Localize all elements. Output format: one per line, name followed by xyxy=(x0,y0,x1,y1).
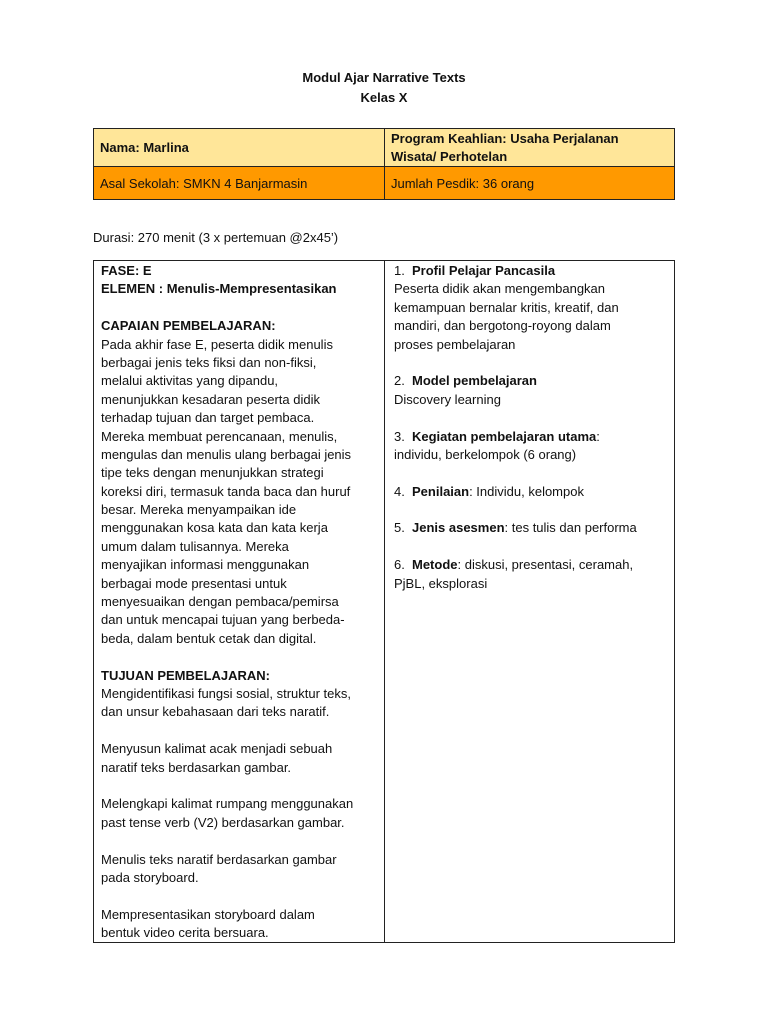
fase-label: FASE: E xyxy=(101,263,152,278)
capaian-line: mengulas dan menulis ulang berbagai jenis xyxy=(101,446,352,462)
tujuan-line: past tense verb (V2) berdasarkan gambar. xyxy=(101,814,345,830)
program-line: Wisata/ Perhotelan xyxy=(391,148,508,164)
item-number: 6. xyxy=(394,557,405,573)
tujuan-line: Mempresentasikan storyboard dalam xyxy=(101,906,315,922)
item-label: Kegiatan pembelajaran utama xyxy=(412,428,597,444)
capaian-line: tipe teks dengan menunjukkan strategi xyxy=(101,465,324,481)
tujuan-line: Melengkapi kalimat rumpang menggunakan xyxy=(101,796,354,812)
capaian-line: dan untuk mencapai tujuan yang berbeda- xyxy=(101,612,345,628)
capaian-line: Mereka membuat perencanaan, menulis, xyxy=(101,428,338,444)
sekolah-cell: Asal Sekolah: SMKN 4 Banjarmasin xyxy=(94,167,385,200)
blank-line xyxy=(394,409,669,427)
right-item-line: proses pembelajaran xyxy=(394,336,516,352)
right-item-line: individu, berkelompok (6 orang) xyxy=(394,446,577,462)
blank-line xyxy=(101,887,381,905)
durasi-text: Durasi: 270 menit (3 x pertemuan @2x45’) xyxy=(93,230,339,245)
item-label: Penilaian xyxy=(412,483,470,499)
blank-line xyxy=(101,722,381,740)
tujuan-line: Menyusun kalimat acak menjadi sebuah xyxy=(101,741,333,757)
right-item-heading xyxy=(394,519,669,537)
right-item-line: kemampuan bernalar kritis, kreatif, dan xyxy=(394,299,619,315)
right-item-line: mandiri, dan bergotong-royong dalam xyxy=(394,318,611,334)
right-item-line: Peserta didik akan mengembangkan xyxy=(394,281,606,297)
item-inline-text: : Individu, kelompok xyxy=(469,483,584,499)
capaian-line: menyajikan informasi menggunakan xyxy=(101,557,310,573)
item-number: 3. xyxy=(394,428,405,444)
blank-line xyxy=(394,354,669,372)
right-item-heading xyxy=(394,483,669,501)
right-item-heading xyxy=(394,262,669,280)
info-table xyxy=(93,128,675,200)
item-inline-text: : diskusi, presentasi, ceramah, xyxy=(457,557,634,573)
right-column xyxy=(394,262,669,593)
nama-cell: Nama: Marlina xyxy=(94,129,385,167)
capaian-line: besar. Mereka menyampaikan ide xyxy=(101,502,297,518)
elemen-label: ELEMEN : Menulis-Mempresentasikan xyxy=(101,281,337,297)
capaian-line: menggunakan kosa kata dan kata kerja xyxy=(101,520,328,536)
content-table xyxy=(93,260,675,943)
column-divider xyxy=(384,261,385,942)
tujuan-line: pada storyboard. xyxy=(101,869,199,885)
program-line: Program Keahlian: Usaha Perjalanan xyxy=(391,130,619,146)
capaian-line: melalui aktivitas yang dipandu, xyxy=(101,373,279,389)
tujuan-line: Menulis teks naratif berdasarkan gambar xyxy=(101,851,337,867)
item-number: 4. xyxy=(394,483,405,499)
capaian-line: menyesuaikan dengan pembaca/pemirsa xyxy=(101,594,339,610)
right-item-heading xyxy=(394,556,669,574)
capaian-line: berbagai mode presentasi untuk xyxy=(101,575,287,591)
right-item-line: Discovery learning xyxy=(394,391,501,407)
item-label: Profil Pelajar Pancasila xyxy=(412,263,556,278)
document-title: Modul Ajar Narrative Texts xyxy=(302,70,466,85)
item-inline-text: : tes tulis dan performa xyxy=(504,520,637,536)
capaian-line: umum dalam tulisannya. Mereka xyxy=(101,538,289,554)
tujuan-heading: TUJUAN PEMBELAJARAN: xyxy=(101,667,271,683)
item-label: Metode xyxy=(412,557,458,573)
right-item-line: PjBL, eksplorasi xyxy=(394,575,488,591)
item-number: 1. xyxy=(394,263,405,278)
item-inline-text: : xyxy=(596,428,600,444)
blank-line xyxy=(101,832,381,850)
blank-line xyxy=(101,299,381,317)
document-subtitle: Kelas X xyxy=(360,90,408,105)
right-item-heading xyxy=(394,372,669,390)
program-cell xyxy=(385,129,675,167)
capaian-heading: CAPAIAN PEMBELAJARAN: xyxy=(101,318,276,334)
left-column xyxy=(101,262,381,942)
blank-line xyxy=(101,777,381,795)
item-number: 5. xyxy=(394,520,405,536)
capaian-line: koreksi diri, termasuk tanda baca dan huruf xyxy=(101,483,351,499)
tujuan-line: dan unsur kebahasaan dari teks naratif. xyxy=(101,704,330,720)
capaian-line: Pada akhir fase E, peserta didik menulis xyxy=(101,336,333,352)
item-label: Jenis asesmen xyxy=(412,520,505,536)
capaian-line: terhadap tujuan dan target pembaca. xyxy=(101,410,315,426)
blank-line xyxy=(101,648,381,666)
blank-line xyxy=(394,464,669,482)
capaian-line: menunjukkan kesadaran peserta didik xyxy=(101,391,320,407)
right-item-heading xyxy=(394,428,669,446)
tujuan-line: naratif teks berdasarkan gambar. xyxy=(101,759,292,775)
jumlah-cell: Jumlah Pesdik: 36 orang xyxy=(385,167,675,200)
item-number: 2. xyxy=(394,373,405,389)
tujuan-line: bentuk video cerita bersuara. xyxy=(101,925,269,941)
capaian-line: beda, dalam bentuk cetak dan digital. xyxy=(101,630,317,646)
blank-line xyxy=(394,538,669,556)
capaian-line: berbagai jenis teks fiksi dan non-fiksi, xyxy=(101,354,317,370)
blank-line xyxy=(394,501,669,519)
tujuan-line: Mengidentifikasi fungsi sosial, struktur teks, xyxy=(101,685,351,701)
item-label: Model pembelajaran xyxy=(412,373,537,389)
